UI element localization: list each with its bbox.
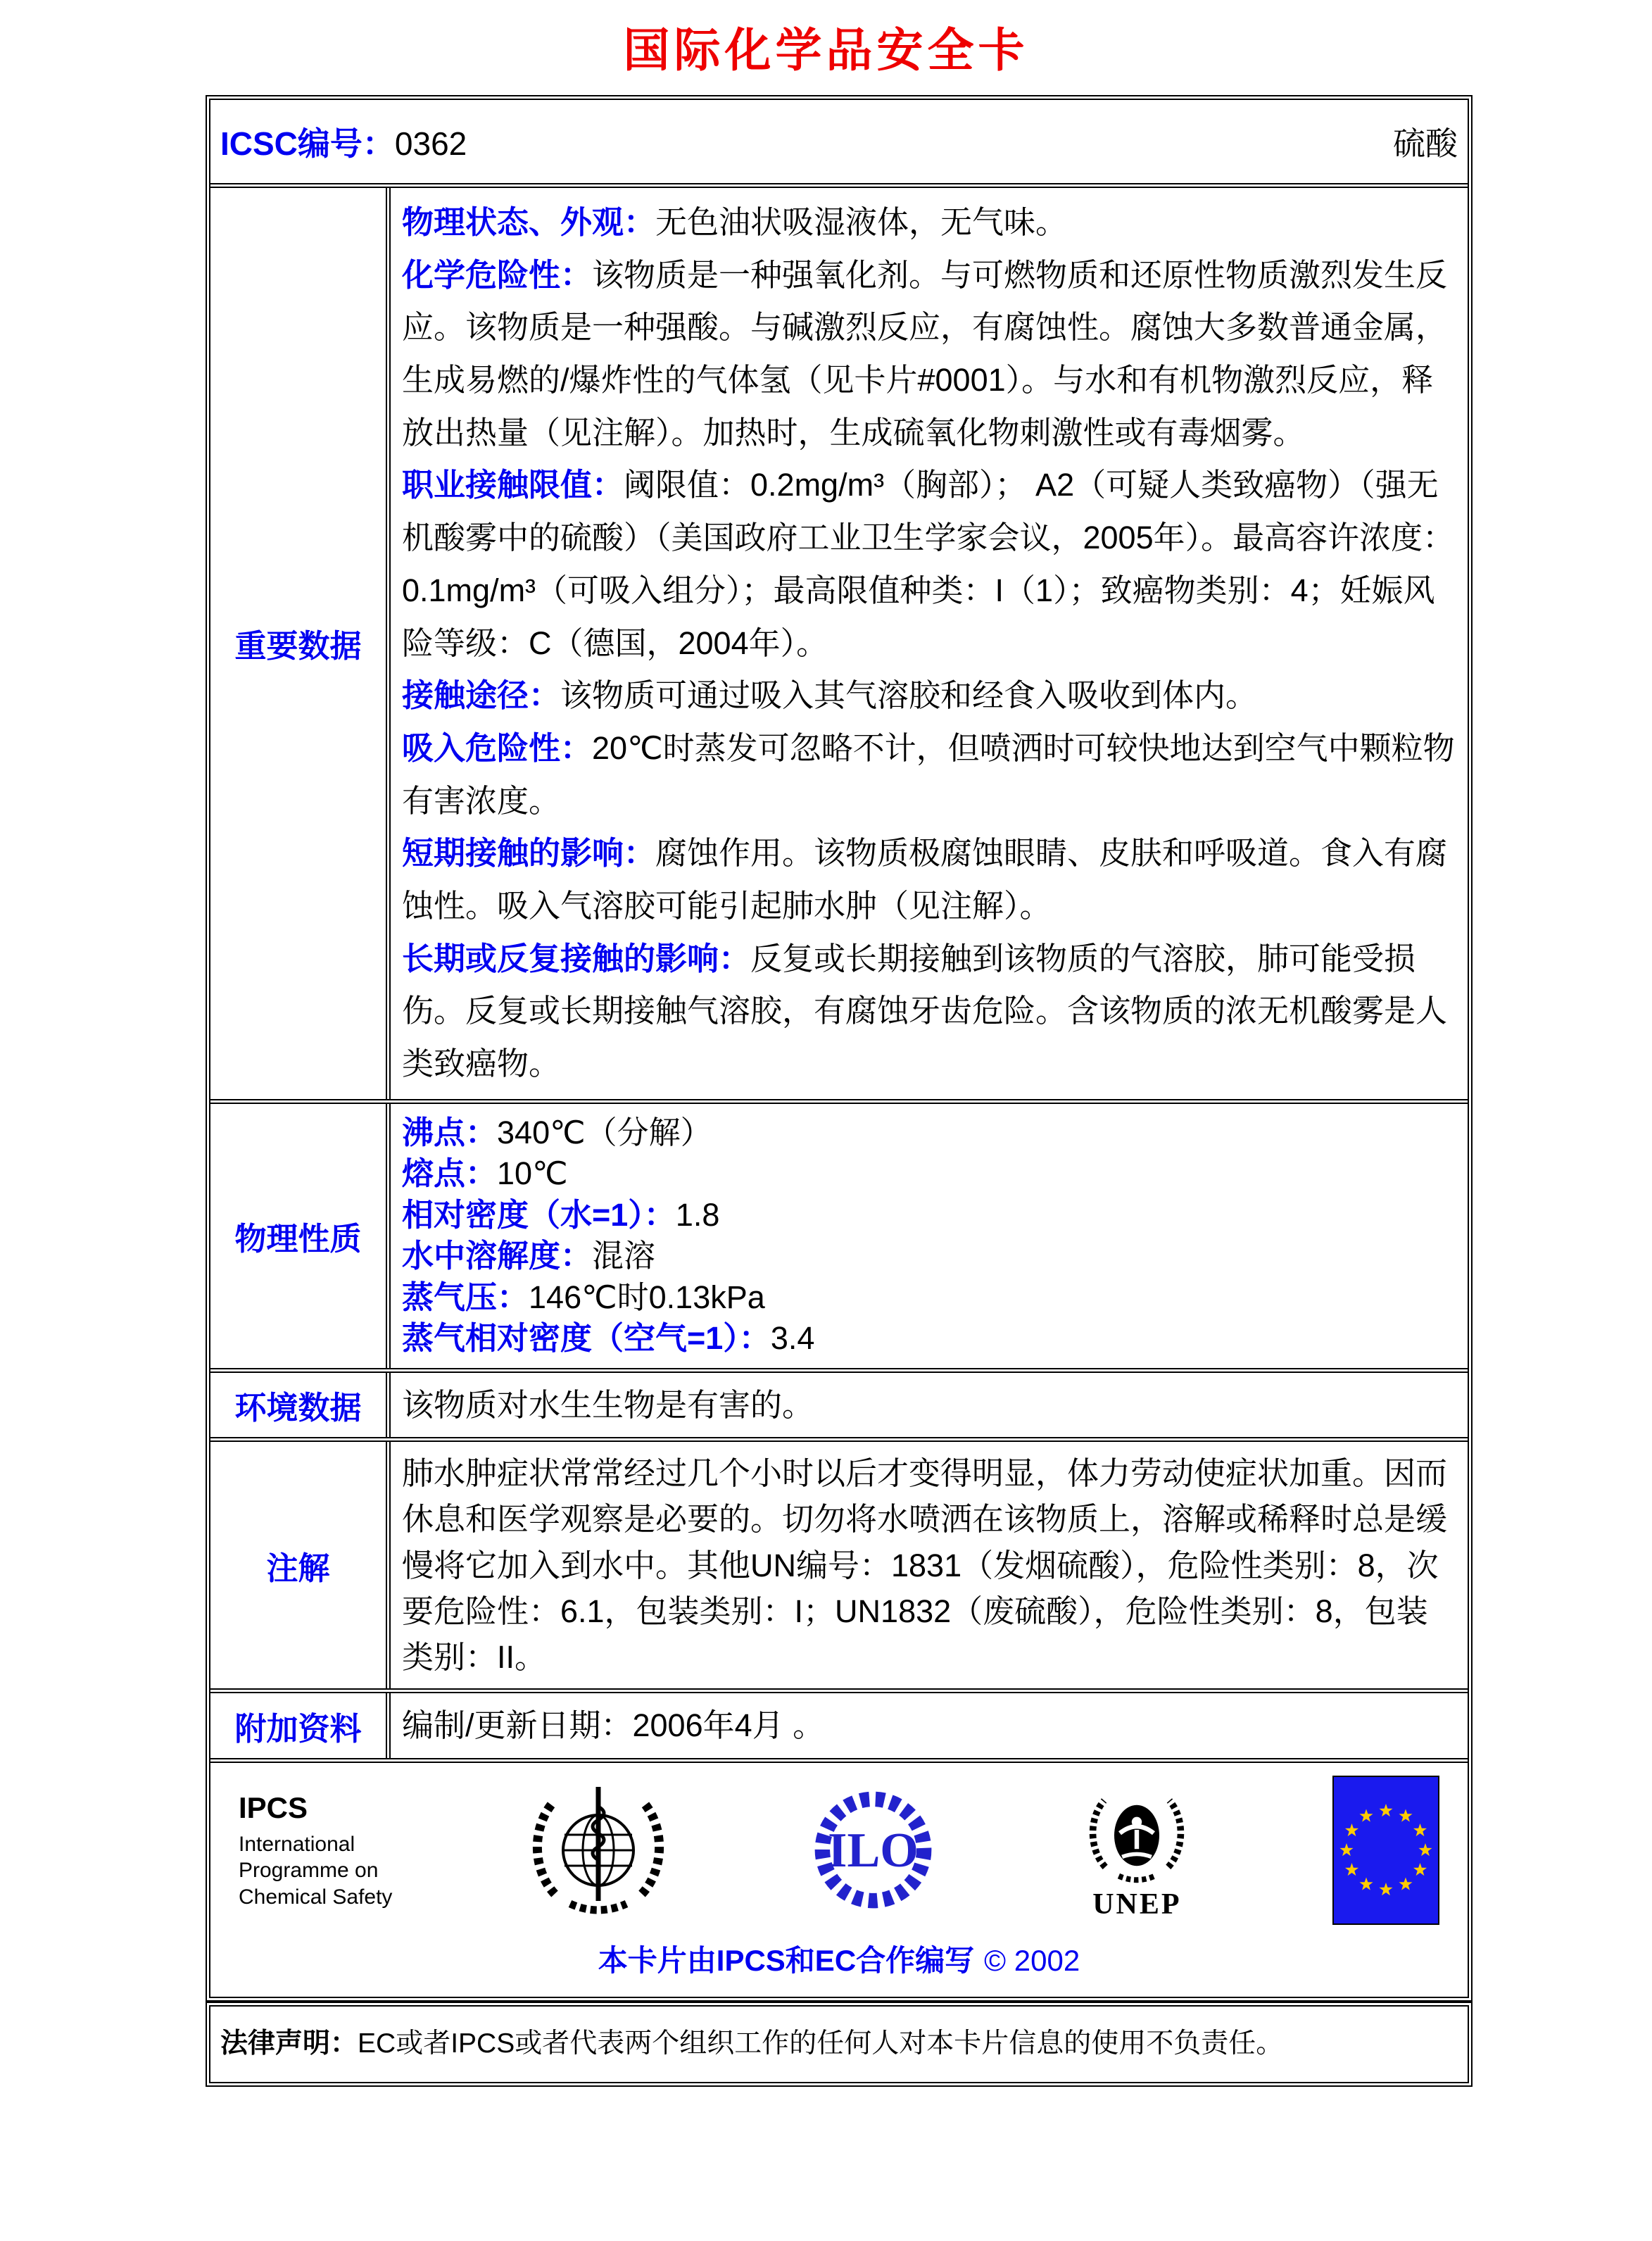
ilo-logo-icon (805, 1781, 942, 1919)
credit-line (232, 1925, 1446, 1990)
icsc-number-label: ICSC编号： (220, 125, 395, 162)
prop-boiling-point (402, 1112, 1456, 1154)
field-label: 化学危险性： (402, 256, 593, 293)
icsc-table (206, 95, 1473, 2002)
prop-value: 3.4 (770, 1320, 815, 1357)
header-row (210, 100, 1468, 183)
physical-properties-row (210, 1099, 1468, 1368)
prop-melting-point (402, 1153, 1456, 1195)
field-text: 无色油状吸湿液体，无气味。 (655, 204, 1068, 240)
notes-content (391, 1442, 1468, 1688)
prop-water-solubility (402, 1236, 1456, 1277)
prop-value: 340℃（分解） (497, 1114, 712, 1150)
field-text: 该物质可通过吸入其气溶胶和经食入吸收到体内。 (560, 677, 1258, 714)
icsc-number-value: 0362 (394, 125, 467, 162)
unep-caption: UNEP (1092, 1888, 1182, 1921)
credit-year: © 2002 (984, 1943, 1080, 1977)
prop-vapor-relative-density (402, 1318, 1456, 1360)
row-label-environmental-data: 环境数据 (210, 1373, 391, 1438)
notes-text: 肺水肿症状常常经过几个小时以后才变得明显，体力劳动使症状加重。因而休息和医学观察是必要的。切勿将水喷洒在该物质上，溶解或稀释时总是缓慢将它加入到水中。其他UN编号：1831（发烟硫酸），危险性类别：8，次要危险性：6.1，包装类别：I；UN1832（废硫酸），危险性类别：8，包装类别：II。 (402, 1455, 1448, 1676)
chemical-name: 硫酸 (1393, 125, 1458, 162)
environmental-data-row (210, 1368, 1468, 1438)
field-text: 反复或长期接触到该物质的气溶胶，肺可能受损伤。反复或长期接触气溶胶，有腐蚀牙齿危险。含该物质的浓无机酸雾是人类致癌物。 (402, 940, 1448, 1081)
prop-label: 蒸气压： (402, 1279, 529, 1315)
prop-value: 10℃ (497, 1155, 568, 1192)
important-data-content (391, 188, 1468, 1099)
ipcs-acronym: IPCS (239, 1791, 308, 1825)
logos-strip (232, 1776, 1446, 1925)
field-text: 阈限值：0.2mg/m³（胸部）； A2（可疑人类致癌物）（强无机酸雾中的硫酸）（美国政府工业卫生学家会议，2005年）。最高容许浓度：0.1mg/m³（可吸入组分）；最高限值种类：I（1）；致癌物类别：4；妊娠风险等级：C（德国，2004年）。 (402, 467, 1455, 661)
physical-properties-content (391, 1104, 1468, 1368)
field-short-term-effects (402, 827, 1456, 932)
additional-info-text: 编制/更新日期：2006年4月 。 (402, 1707, 825, 1744)
who-logo-icon (528, 1780, 669, 1921)
environmental-data-content (391, 1373, 1468, 1438)
unep-emblem-icon (1077, 1779, 1197, 1892)
row-label-additional-info: 附加资料 (210, 1693, 391, 1758)
prop-relative-density (402, 1195, 1456, 1236)
prop-label: 水中溶解度： (402, 1238, 593, 1274)
eu-flag-icon (1332, 1776, 1439, 1925)
field-physical-state (402, 196, 1456, 249)
field-chemical-hazard (402, 249, 1456, 460)
environmental-text: 该物质对水生生物是有害的。 (402, 1386, 814, 1423)
unep-logo (1077, 1779, 1197, 1921)
field-text: 20℃时蒸发可忽略不计，但喷洒时可较快地达到空气中颗粒物有害浓度。 (402, 729, 1455, 819)
field-label: 吸入危险性： (402, 729, 593, 766)
field-label: 长期或反复接触的影响： (402, 940, 751, 977)
row-label-important-data: 重要数据 (210, 188, 391, 1099)
prop-label: 相对密度（水=1）： (402, 1196, 676, 1233)
ilo-monogram: ILO (827, 1823, 919, 1878)
ipcs-logo (239, 1790, 392, 1910)
field-label: 接触途径： (402, 677, 561, 714)
field-label: 职业接触限值： (402, 467, 624, 503)
legal-label: 法律声明： (220, 2028, 358, 2059)
prop-value: 146℃时0.13kPa (529, 1279, 765, 1315)
prop-value: 1.8 (675, 1196, 720, 1233)
legal-statement-row (206, 2002, 1473, 2087)
ipcs-line: Chemical Safety (239, 1885, 393, 1909)
additional-info-content (391, 1693, 1468, 1758)
credit-text: 本卡片由IPCS和EC合作编写 (598, 1943, 975, 1977)
prop-vapor-pressure (402, 1277, 1456, 1319)
logos-row (210, 1758, 1468, 1997)
field-label: 物理状态、外观： (402, 204, 656, 240)
prop-label: 蒸气相对密度（空气=1）： (402, 1320, 771, 1357)
field-text: 腐蚀作用。该物质极腐蚀眼睛、皮肤和呼吸道。食入有腐蚀性。吸入气溶胶可能引起肺水肿（见注解）。 (402, 835, 1448, 924)
prop-label: 沸点： (402, 1114, 498, 1150)
field-inhalation-risk (402, 722, 1456, 827)
field-exposure-routes (402, 670, 1456, 722)
page-title: 国际化学品安全卡 (623, 24, 1029, 76)
field-label: 短期接触的影响： (402, 835, 656, 872)
icsc-sheet (0, 13, 1652, 2241)
icsc-number-field (220, 118, 467, 165)
icsc-card (206, 95, 1473, 2087)
notes-row (210, 1437, 1468, 1688)
field-long-term-effects (402, 933, 1456, 1091)
ipcs-line: Programme on (239, 1859, 379, 1883)
row-label-physical-properties: 物理性质 (210, 1104, 391, 1368)
important-data-row (210, 183, 1468, 1099)
field-text: 该物质是一种强氧化剂。与可燃物质和还原性物质激烈发生反应。该物质是一种强酸。与碱激烈反应，有腐蚀性。腐蚀大多数普通金属，生成易燃的/爆炸性的气体氢（见卡片#0001）。与水和有机物激烈反应，释放出热量（见注解）。加热时，生成硫氧化物刺激性或有毒烟雾。 (402, 256, 1448, 451)
prop-label: 熔点： (402, 1155, 498, 1192)
prop-value: 混溶 (592, 1238, 656, 1274)
row-label-notes: 注解 (210, 1442, 391, 1688)
additional-info-row (210, 1688, 1468, 1758)
legal-text: EC或者IPCS或者代表两个组织工作的任何人对本卡片信息的使用不负责任。 (358, 2028, 1284, 2059)
ipcs-line: International (239, 1832, 355, 1856)
field-exposure-limits (402, 459, 1456, 670)
